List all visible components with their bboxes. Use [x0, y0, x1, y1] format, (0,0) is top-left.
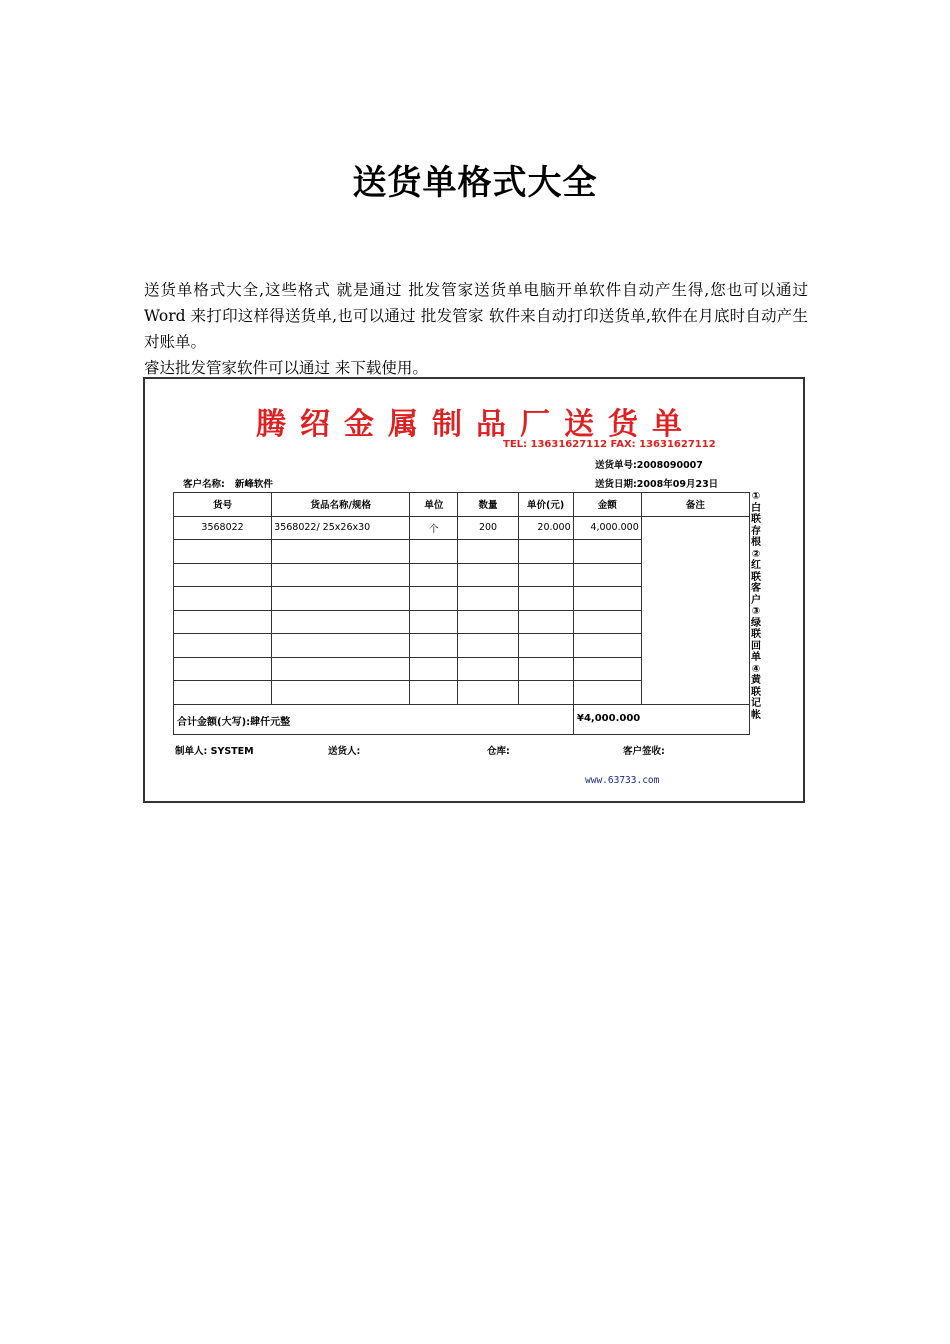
- customer-signature: 客户签收:: [623, 746, 665, 757]
- delivery-note-image: [143, 377, 805, 803]
- cell-price: 20.000: [518, 516, 573, 540]
- cell-item-name: 3568022/ 25x26x30: [272, 516, 410, 540]
- table-row: [174, 516, 750, 540]
- cell-quantity: 200: [458, 516, 518, 540]
- warehouse: 仓库:: [487, 746, 510, 757]
- cell-amount: 4,000.000: [573, 516, 641, 540]
- customer-name: [183, 476, 273, 490]
- col-header: 单价(元): [518, 493, 573, 517]
- copy-instructions: ①白联存根②红联客户③绿联回单④黄联记帐: [751, 491, 761, 721]
- total-in-words: 合计金额(大写):肆仟元整: [177, 717, 291, 728]
- col-header: 数量: [458, 493, 518, 517]
- items-table: [173, 492, 750, 705]
- total-row: [173, 704, 750, 735]
- intro-text: [144, 277, 808, 381]
- sender: 送货人:: [328, 746, 361, 757]
- customer-value: 新峰软件: [234, 479, 273, 490]
- total-amount: ¥4,000.000: [573, 704, 640, 734]
- cell-item-no: 3568022: [174, 516, 272, 540]
- delivery-date: 送货日期:2008年09月23日: [595, 479, 719, 490]
- cell-unit: 个: [410, 516, 458, 540]
- website: www.63733.com: [585, 775, 660, 786]
- page-title: 送货单格式大全: [352, 163, 598, 203]
- form-title: 腾绍金属制品厂送货单: [256, 407, 696, 442]
- col-header: 货号: [174, 493, 272, 517]
- table-header-row: [174, 493, 750, 517]
- tel-fax: TEL: 13631627112 FAX: 13631627112: [503, 439, 716, 450]
- col-header: 货品名称/规格: [272, 493, 410, 517]
- intro-paragraph-1: 送货单格式大全,这些格式 就是通过 批发管家送货单电脑开单软件自动产生得,您也可以通过 Word 来打印这样得送货单,也可以通过 批发管家 软件来自动打印送货单,软件在月底时自动产生对账单。: [144, 281, 808, 351]
- cell-remark: [641, 516, 749, 704]
- maker: 制单人: SYSTEM: [175, 746, 254, 757]
- col-header: 备注: [641, 493, 749, 517]
- delivery-number: 送货单号:2008090007: [595, 460, 703, 471]
- col-header: 单位: [410, 493, 458, 517]
- customer-label: 客户名称:: [183, 479, 225, 490]
- col-header: 金额: [573, 493, 641, 517]
- intro-paragraph-2: 睿达批发管家软件可以通过 来下载使用。: [144, 359, 428, 377]
